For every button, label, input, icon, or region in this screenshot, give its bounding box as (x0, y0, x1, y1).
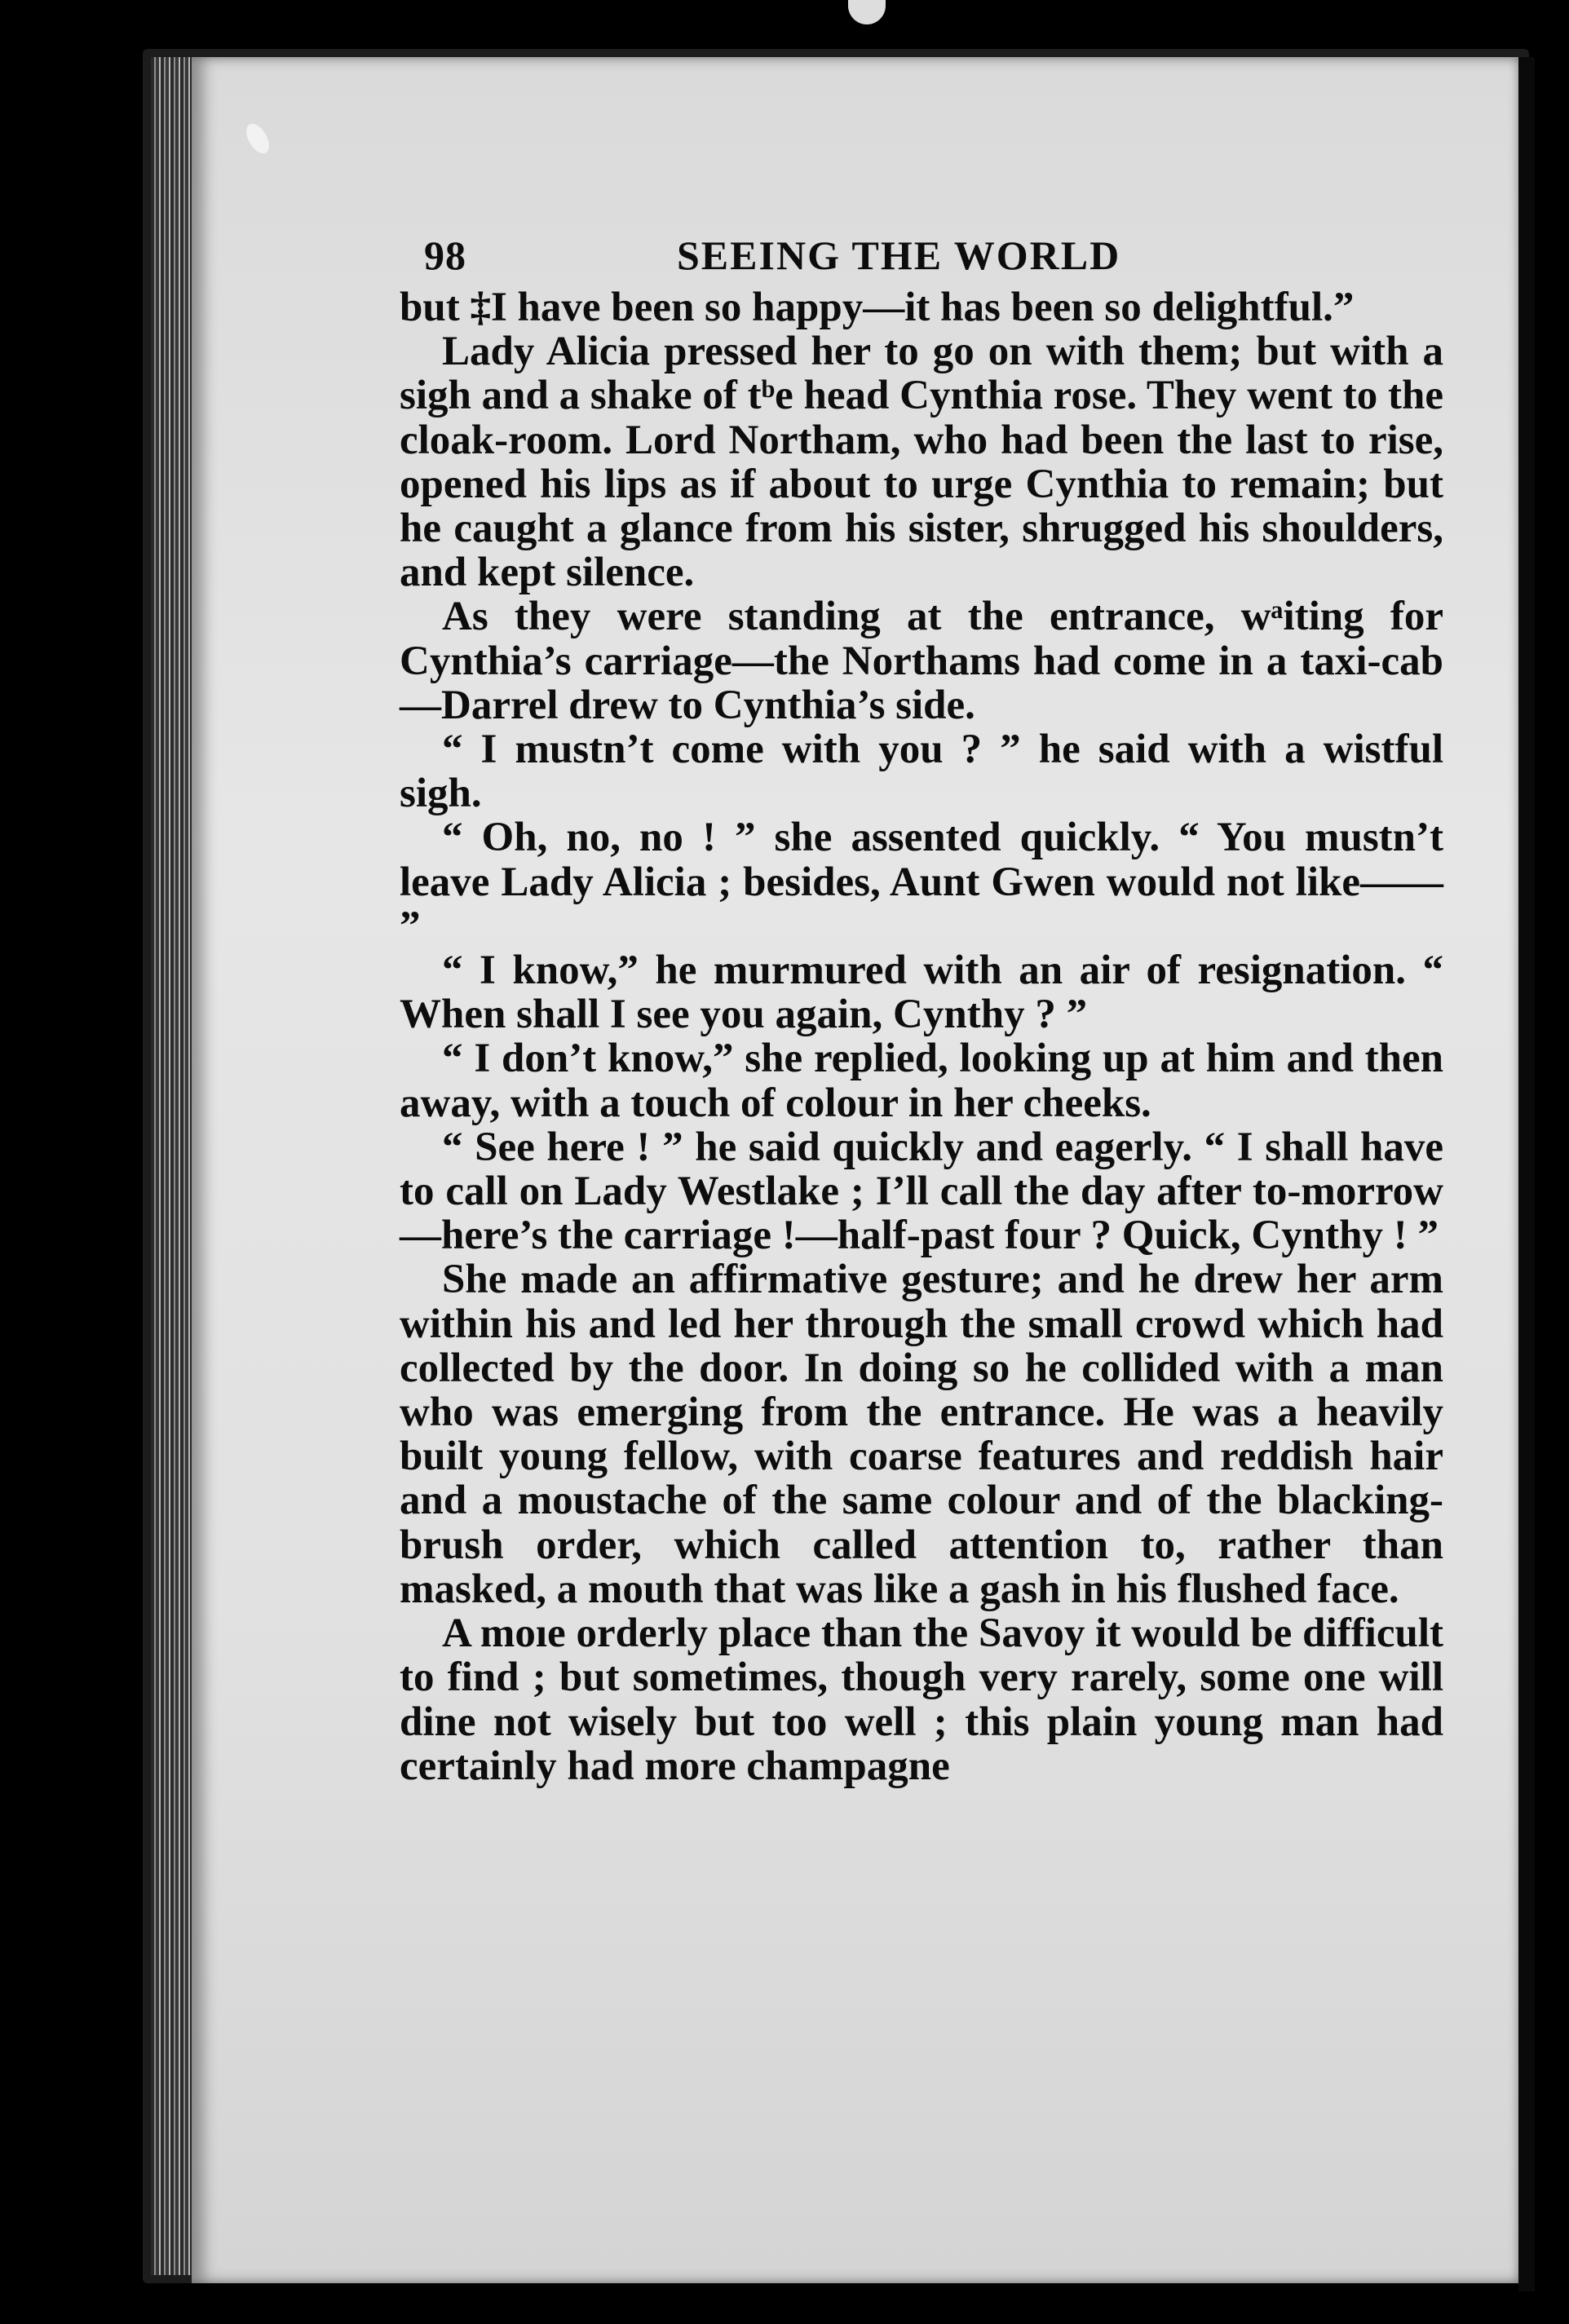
paragraph: but ‡I have been so happy—it has been so delightful.” (400, 285, 1355, 330)
paragraph: “ I don’t know,” she replied, looking up at him and then away, with a touch of colour in her cheeks. (400, 1036, 1443, 1126)
paragraph: She made an affirmative gesture; and he drew her arm within his and led her through the small crowd which had collected by the door. In doing so he collided with a man who was emerging from the entrance. He was a heavily built young fellow, with coarse features and reddish hair and a moustache of the same colour and of the blacking-brush order, which called attention to, rather than masked, a mouth that was like a gash in his flushed face. (400, 1257, 1443, 1612)
paragraph: “ See here ! ” he said quickly and eagerly. “ I shall have to call on Lady Westlake ; I’ll call the day after to-morrow—here’s the carriage !—half-past four ? Quick, Cynthy ! ” (400, 1124, 1443, 1259)
paragraph: Lady Alicia pressed her to go on with them; but with a sigh and a shake of tᵇe head Cynthia rose. They went to the cloak-room. Lord Northam, who had been the last to rise, opened his lips as if about to urge Cynthia to remain; but he caught a glance from his sister, shrugged his shoulders, and kept silence. (400, 329, 1443, 596)
paragraph: “ Oh, no, no ! ” she assented quickly. “ You mustn’t leave Lady Alicia ; besides, Aunt Gwen would not like—— ” (400, 815, 1443, 949)
text-block (400, 220, 1443, 1788)
body-text (400, 285, 1443, 1788)
paragraph: “ I know,” he murmured with an air of resignation. “ When shall I see you again, Cynthy ? ” (400, 948, 1443, 1038)
page-right-edge (1518, 57, 1535, 2291)
paragraph: A moıe orderly place than the Savoy it would be difficult to find ; but sometimes, though very rarely, some one will dine not wisely but too well ; this plain young man had certainly had more champagne (400, 1610, 1443, 1789)
running-head (400, 220, 1443, 285)
page-number: 98 (424, 232, 466, 278)
scan-speck (848, 0, 886, 24)
paragraph: “ I mustn’t come with you ? ” he said with a wistful sigh. (400, 727, 1443, 817)
running-title: SEEING THE WORLD (677, 232, 1121, 278)
paragraph: As they were standing at the entrance, wᵃiting for Cynthia’s carriage—the Northams had come in a taxi-cab—Darrel drew to Cynthia’s side. (400, 594, 1443, 728)
